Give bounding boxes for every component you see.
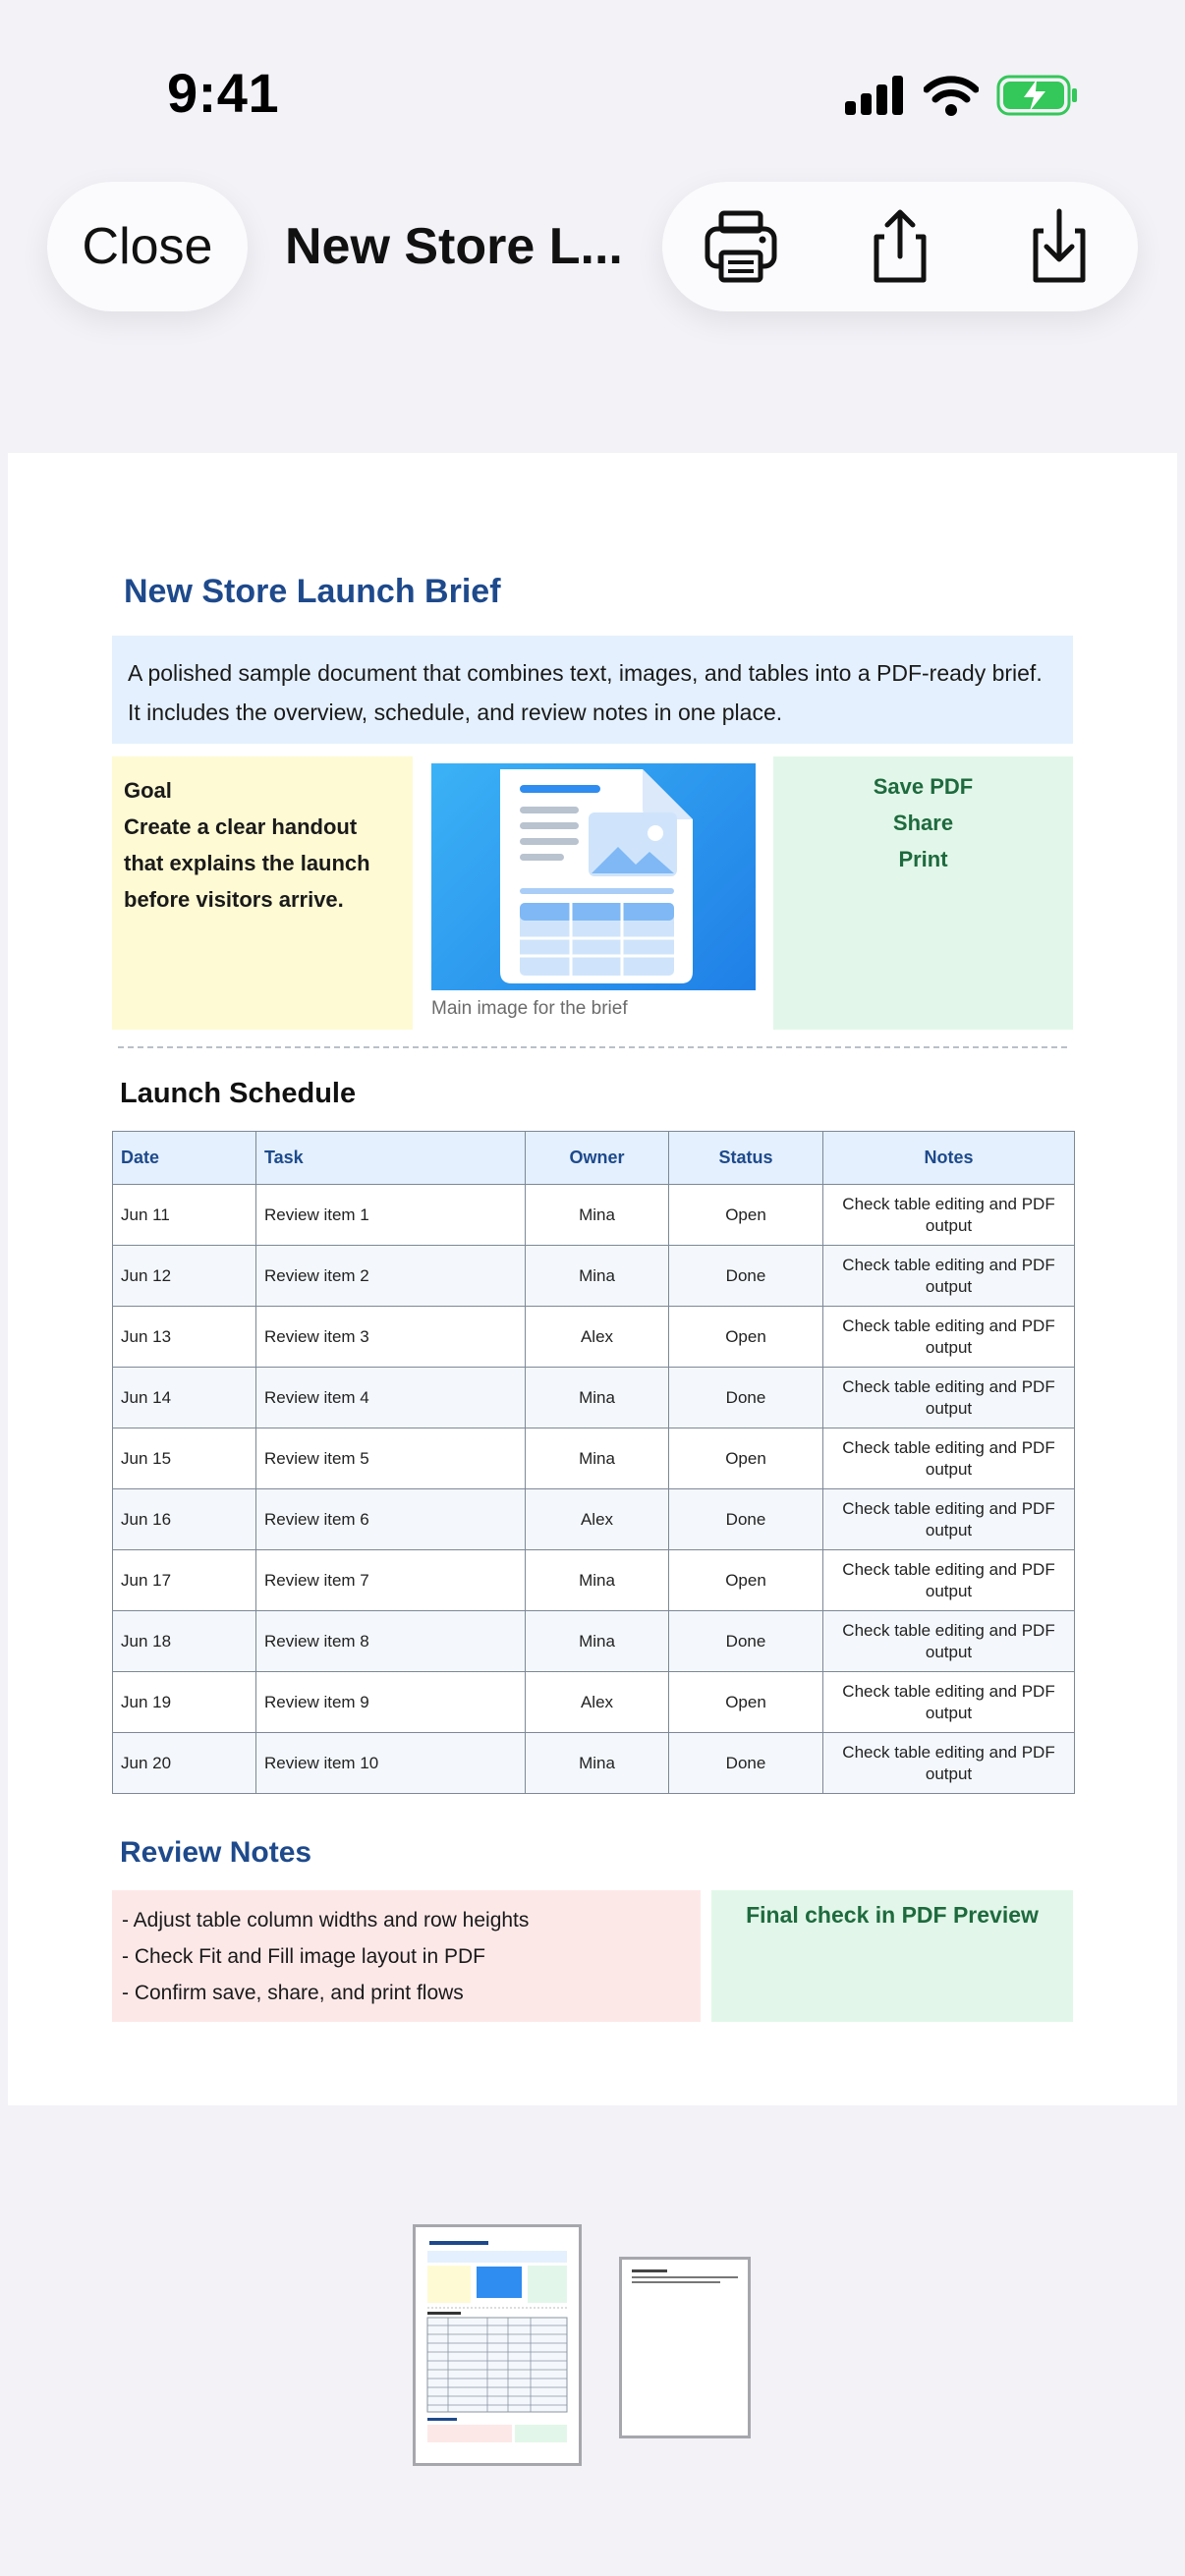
table-cell-notes: Check table editing and PDF output <box>823 1307 1075 1368</box>
table-row <box>113 1428 1075 1489</box>
printer-icon[interactable] <box>702 207 780 286</box>
battery-charging-icon <box>996 75 1079 121</box>
download-icon[interactable] <box>1020 207 1099 286</box>
table-cell-task: Review item 10 <box>256 1733 526 1794</box>
table-cell-status: Done <box>669 1611 823 1672</box>
viewer-toolbar <box>0 182 1185 314</box>
table-row <box>113 1733 1075 1794</box>
share-icon[interactable] <box>861 207 939 286</box>
page-thumbnail-2[interactable] <box>619 2257 751 2438</box>
table-cell-owner: Mina <box>526 1611 669 1672</box>
table-cell-task: Review item 1 <box>256 1185 526 1246</box>
toolbar-actions-group <box>662 182 1138 311</box>
intro-line: A polished sample document that combines text, images, and tables into a PDF-ready brief. <box>128 660 1043 686</box>
table-cell-task: Review item 6 <box>256 1489 526 1550</box>
brief-title: New Store Launch Brief <box>124 573 501 610</box>
table-cell-date: Jun 11 <box>113 1185 256 1246</box>
schedule-heading: Launch Schedule <box>120 1078 357 1109</box>
table-cell-status: Open <box>669 1307 823 1368</box>
table-cell-task: Review item 4 <box>256 1368 526 1428</box>
wifi-icon <box>924 75 979 121</box>
table-cell-notes: Check table editing and PDF output <box>823 1550 1075 1611</box>
table-cell-task: Review item 8 <box>256 1611 526 1672</box>
table-cell-owner: Mina <box>526 1246 669 1307</box>
table-cell-date: Jun 12 <box>113 1246 256 1307</box>
pdf-page[interactable] <box>8 453 1177 2105</box>
table-cell-date: Jun 19 <box>113 1672 256 1733</box>
table-cell-owner: Alex <box>526 1307 669 1368</box>
table-cell-date: Jun 16 <box>113 1489 256 1550</box>
table-cell-date: Jun 17 <box>113 1550 256 1611</box>
table-cell-notes: Check table editing and PDF output <box>823 1368 1075 1428</box>
table-cell-task: Review item 5 <box>256 1428 526 1489</box>
table-row <box>113 1611 1075 1672</box>
table-cell-task: Review item 9 <box>256 1672 526 1733</box>
table-row <box>113 1672 1075 1733</box>
column-header: Owner <box>526 1132 669 1185</box>
table-cell-status: Done <box>669 1368 823 1428</box>
table-cell-owner: Mina <box>526 1733 669 1794</box>
dashed-divider <box>118 1046 1067 1048</box>
page-thumbnail-1[interactable] <box>413 2224 582 2466</box>
table-row <box>113 1246 1075 1307</box>
table-row <box>113 1368 1075 1428</box>
table-cell-date: Jun 14 <box>113 1368 256 1428</box>
review-note: - Check Fit and Fill image layout in PDF <box>122 1945 485 1968</box>
table-cell-notes: Check table editing and PDF output <box>823 1185 1075 1246</box>
goal-line: Create a clear handout <box>124 814 358 839</box>
goal-line: that explains the launch <box>124 851 370 875</box>
table-cell-notes: Check table editing and PDF output <box>823 1489 1075 1550</box>
table-cell-status: Done <box>669 1733 823 1794</box>
image-caption: Main image for the brief <box>431 998 628 1019</box>
table-cell-status: Open <box>669 1428 823 1489</box>
table-cell-notes: Check table editing and PDF output <box>823 1733 1075 1794</box>
table-cell-notes: Check table editing and PDF output <box>823 1611 1075 1672</box>
document-illustration-image <box>431 763 756 990</box>
table-cell-task: Review item 3 <box>256 1307 526 1368</box>
table-cell-notes: Check table editing and PDF output <box>823 1428 1075 1489</box>
table-cell-date: Jun 15 <box>113 1428 256 1489</box>
table-cell-owner: Mina <box>526 1368 669 1428</box>
close-button[interactable]: Close <box>47 182 248 311</box>
final-check-box: Final check in PDF Preview <box>711 1890 1073 2022</box>
table-cell-status: Done <box>669 1246 823 1307</box>
table-cell-owner: Mina <box>526 1550 669 1611</box>
goal-heading: Goal <box>124 778 172 803</box>
table-cell-date: Jun 18 <box>113 1611 256 1672</box>
review-note: - Confirm save, share, and print flows <box>122 1982 464 2004</box>
table-row <box>113 1489 1075 1550</box>
table-cell-status: Open <box>669 1550 823 1611</box>
table-header-row <box>113 1132 1075 1185</box>
table-cell-status: Open <box>669 1185 823 1246</box>
column-header: Task <box>256 1132 526 1185</box>
share-link[interactable]: Share <box>892 811 954 835</box>
table-cell-status: Done <box>669 1489 823 1550</box>
status-bar <box>0 0 1185 187</box>
review-note: - Adjust table column widths and row heights <box>122 1909 530 1932</box>
goal-line: before visitors arrive. <box>124 887 344 912</box>
intro-box <box>112 636 1073 744</box>
table-row <box>113 1307 1075 1368</box>
intro-line: It includes the overview, schedule, and review notes in one place. <box>128 700 783 725</box>
status-time: 9:41 <box>167 62 280 124</box>
table-cell-date: Jun 20 <box>113 1733 256 1794</box>
table-cell-owner: Alex <box>526 1489 669 1550</box>
column-header: Date <box>113 1132 256 1185</box>
table-cell-notes: Check table editing and PDF output <box>823 1672 1075 1733</box>
review-notes-heading: Review Notes <box>120 1836 312 1869</box>
document-title: New Store L... <box>285 218 623 275</box>
column-header: Status <box>669 1132 823 1185</box>
status-icons <box>845 75 1079 121</box>
print-link[interactable]: Print <box>898 847 948 871</box>
table-row <box>113 1550 1075 1611</box>
table-cell-owner: Mina <box>526 1428 669 1489</box>
table-cell-status: Open <box>669 1672 823 1733</box>
table-row <box>113 1185 1075 1246</box>
table-cell-owner: Mina <box>526 1185 669 1246</box>
column-header: Notes <box>823 1132 1075 1185</box>
table-cell-owner: Alex <box>526 1672 669 1733</box>
actions-box <box>773 756 1073 1030</box>
schedule-table <box>112 1131 1075 1794</box>
table-cell-notes: Check table editing and PDF output <box>823 1246 1075 1307</box>
table-cell-task: Review item 2 <box>256 1246 526 1307</box>
table-cell-task: Review item 7 <box>256 1550 526 1611</box>
save-pdf-link[interactable]: Save PDF <box>873 774 974 799</box>
review-notes-list <box>112 1890 701 2022</box>
table-cell-date: Jun 13 <box>113 1307 256 1368</box>
goal-box <box>112 756 413 1030</box>
cellular-signal-icon <box>845 76 906 120</box>
